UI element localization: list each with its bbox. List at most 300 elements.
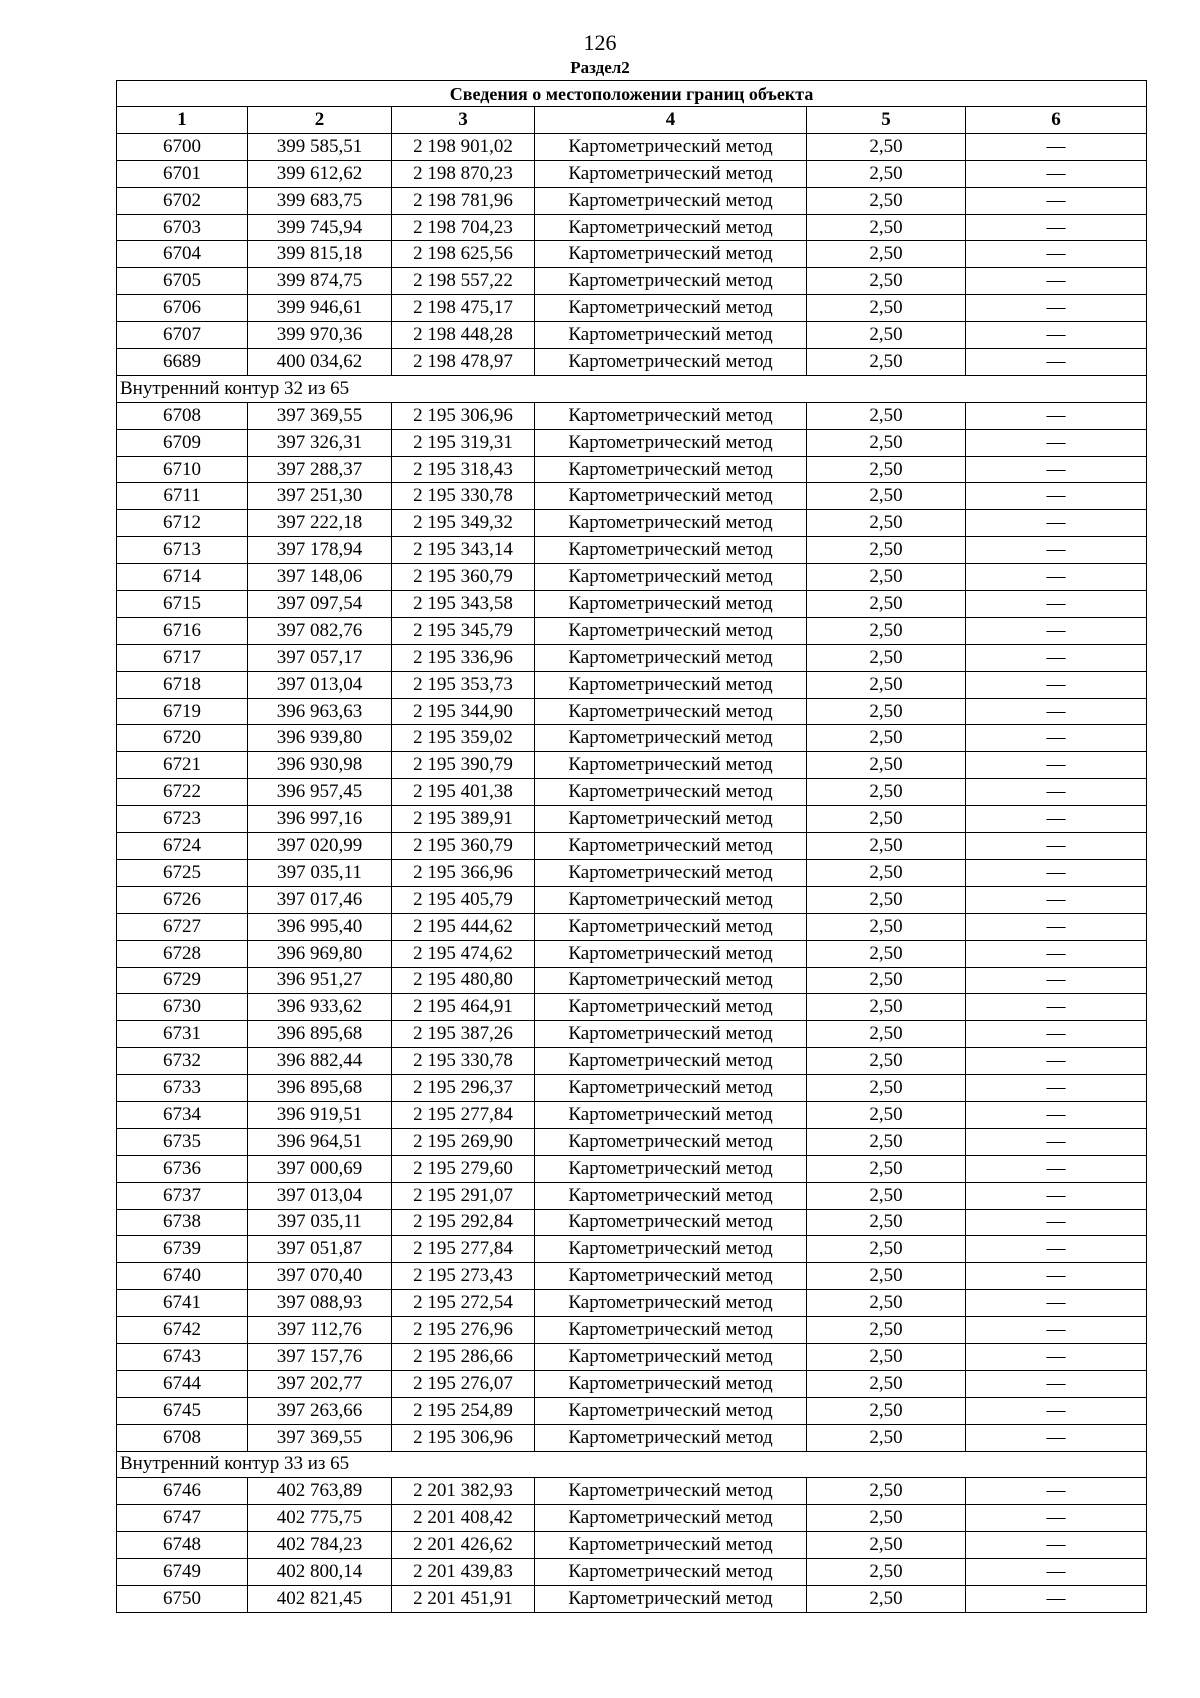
x-coordinate-cell: 397 013,04 bbox=[248, 671, 392, 698]
accuracy-cell: 2,50 bbox=[807, 1505, 966, 1532]
column-numbers-row bbox=[117, 107, 1147, 134]
point-number-cell: 6710 bbox=[117, 456, 248, 483]
column-number: 6 bbox=[966, 107, 1147, 134]
y-coordinate-cell: 2 198 901,02 bbox=[392, 133, 535, 160]
accuracy-cell: 2,50 bbox=[807, 1478, 966, 1505]
x-coordinate-cell: 396 969,80 bbox=[248, 940, 392, 967]
accuracy-cell: 2,50 bbox=[807, 537, 966, 564]
method-cell: Картометрический метод bbox=[535, 833, 807, 860]
table-row bbox=[117, 698, 1147, 725]
table-row bbox=[117, 1585, 1147, 1612]
accuracy-cell: 2,50 bbox=[807, 1048, 966, 1075]
point-number-cell: 6689 bbox=[117, 349, 248, 376]
y-coordinate-cell: 2 195 387,26 bbox=[392, 1021, 535, 1048]
note-cell: — bbox=[966, 913, 1147, 940]
x-coordinate-cell: 397 082,76 bbox=[248, 617, 392, 644]
point-number-cell: 6721 bbox=[117, 752, 248, 779]
method-cell: Картометрический метод bbox=[535, 752, 807, 779]
table-row bbox=[117, 1021, 1147, 1048]
point-number-cell: 6739 bbox=[117, 1236, 248, 1263]
note-cell: — bbox=[966, 1478, 1147, 1505]
method-cell: Картометрический метод bbox=[535, 1397, 807, 1424]
table-row bbox=[117, 133, 1147, 160]
note-cell: — bbox=[966, 1182, 1147, 1209]
point-number-cell: 6700 bbox=[117, 133, 248, 160]
y-coordinate-cell: 2 195 344,90 bbox=[392, 698, 535, 725]
method-cell: Картометрический метод bbox=[535, 1155, 807, 1182]
note-cell: — bbox=[966, 349, 1147, 376]
x-coordinate-cell: 397 222,18 bbox=[248, 510, 392, 537]
table-row bbox=[117, 1505, 1147, 1532]
table-row bbox=[117, 187, 1147, 214]
y-coordinate-cell: 2 195 349,32 bbox=[392, 510, 535, 537]
method-cell: Картометрический метод bbox=[535, 402, 807, 429]
x-coordinate-cell: 402 775,75 bbox=[248, 1505, 392, 1532]
method-cell: Картометрический метод bbox=[535, 913, 807, 940]
x-coordinate-cell: 402 821,45 bbox=[248, 1585, 392, 1612]
accuracy-cell: 2,50 bbox=[807, 510, 966, 537]
y-coordinate-cell: 2 195 353,73 bbox=[392, 671, 535, 698]
y-coordinate-cell: 2 195 279,60 bbox=[392, 1155, 535, 1182]
accuracy-cell: 2,50 bbox=[807, 1209, 966, 1236]
y-coordinate-cell: 2 195 277,84 bbox=[392, 1236, 535, 1263]
table-row bbox=[117, 1209, 1147, 1236]
note-cell: — bbox=[966, 994, 1147, 1021]
x-coordinate-cell: 400 034,62 bbox=[248, 349, 392, 376]
point-number-cell: 6716 bbox=[117, 617, 248, 644]
note-cell: — bbox=[966, 1236, 1147, 1263]
method-cell: Картометрический метод bbox=[535, 1505, 807, 1532]
accuracy-cell: 2,50 bbox=[807, 1532, 966, 1559]
point-number-cell: 6733 bbox=[117, 1075, 248, 1102]
x-coordinate-cell: 399 970,36 bbox=[248, 322, 392, 349]
point-number-cell: 6712 bbox=[117, 510, 248, 537]
point-number-cell: 6722 bbox=[117, 779, 248, 806]
method-cell: Картометрический метод bbox=[535, 564, 807, 591]
method-cell: Картометрический метод bbox=[535, 1559, 807, 1586]
accuracy-cell: 2,50 bbox=[807, 779, 966, 806]
x-coordinate-cell: 396 895,68 bbox=[248, 1021, 392, 1048]
accuracy-cell: 2,50 bbox=[807, 483, 966, 510]
y-coordinate-cell: 2 198 557,22 bbox=[392, 268, 535, 295]
note-cell: — bbox=[966, 402, 1147, 429]
method-cell: Картометрический метод bbox=[535, 214, 807, 241]
method-cell: Картометрический метод bbox=[535, 1075, 807, 1102]
table-row bbox=[117, 268, 1147, 295]
accuracy-cell: 2,50 bbox=[807, 913, 966, 940]
point-number-cell: 6727 bbox=[117, 913, 248, 940]
table-row bbox=[117, 806, 1147, 833]
note-cell: — bbox=[966, 564, 1147, 591]
note-cell: — bbox=[966, 510, 1147, 537]
note-cell: — bbox=[966, 1101, 1147, 1128]
note-cell: — bbox=[966, 859, 1147, 886]
method-cell: Картометрический метод bbox=[535, 1048, 807, 1075]
point-number-cell: 6746 bbox=[117, 1478, 248, 1505]
method-cell: Картометрический метод bbox=[535, 349, 807, 376]
accuracy-cell: 2,50 bbox=[807, 617, 966, 644]
x-coordinate-cell: 402 784,23 bbox=[248, 1532, 392, 1559]
x-coordinate-cell: 397 178,94 bbox=[248, 537, 392, 564]
accuracy-cell: 2,50 bbox=[807, 833, 966, 860]
point-number-cell: 6724 bbox=[117, 833, 248, 860]
y-coordinate-cell: 2 195 292,84 bbox=[392, 1209, 535, 1236]
x-coordinate-cell: 402 800,14 bbox=[248, 1559, 392, 1586]
x-coordinate-cell: 397 035,11 bbox=[248, 859, 392, 886]
table-row bbox=[117, 429, 1147, 456]
accuracy-cell: 2,50 bbox=[807, 214, 966, 241]
note-cell: — bbox=[966, 644, 1147, 671]
table-row bbox=[117, 671, 1147, 698]
method-cell: Картометрический метод bbox=[535, 160, 807, 187]
x-coordinate-cell: 396 997,16 bbox=[248, 806, 392, 833]
table-row bbox=[117, 725, 1147, 752]
column-number: 4 bbox=[535, 107, 807, 134]
x-coordinate-cell: 399 683,75 bbox=[248, 187, 392, 214]
accuracy-cell: 2,50 bbox=[807, 1585, 966, 1612]
x-coordinate-cell: 396 930,98 bbox=[248, 752, 392, 779]
y-coordinate-cell: 2 201 382,93 bbox=[392, 1478, 535, 1505]
page-number: 126 bbox=[583, 30, 617, 55]
table-row bbox=[117, 1101, 1147, 1128]
point-number-cell: 6725 bbox=[117, 859, 248, 886]
x-coordinate-cell: 397 057,17 bbox=[248, 644, 392, 671]
y-coordinate-cell: 2 195 360,79 bbox=[392, 833, 535, 860]
x-coordinate-cell: 397 035,11 bbox=[248, 1209, 392, 1236]
point-number-cell: 6703 bbox=[117, 214, 248, 241]
method-cell: Картометрический метод bbox=[535, 537, 807, 564]
table-row bbox=[117, 1155, 1147, 1182]
method-cell: Картометрический метод bbox=[535, 644, 807, 671]
note-cell: — bbox=[966, 1155, 1147, 1182]
table-row bbox=[117, 859, 1147, 886]
x-coordinate-cell: 399 612,62 bbox=[248, 160, 392, 187]
accuracy-cell: 2,50 bbox=[807, 994, 966, 1021]
point-number-cell: 6701 bbox=[117, 160, 248, 187]
table-row bbox=[117, 617, 1147, 644]
table-row bbox=[117, 241, 1147, 268]
note-cell: — bbox=[966, 698, 1147, 725]
method-cell: Картометрический метод bbox=[535, 671, 807, 698]
boundary-coordinates-table bbox=[116, 80, 1147, 1613]
x-coordinate-cell: 397 251,30 bbox=[248, 483, 392, 510]
y-coordinate-cell: 2 198 870,23 bbox=[392, 160, 535, 187]
table-row bbox=[117, 1182, 1147, 1209]
x-coordinate-cell: 397 000,69 bbox=[248, 1155, 392, 1182]
column-number: 5 bbox=[807, 107, 966, 134]
point-number-cell: 6735 bbox=[117, 1128, 248, 1155]
accuracy-cell: 2,50 bbox=[807, 1101, 966, 1128]
accuracy-cell: 2,50 bbox=[807, 322, 966, 349]
accuracy-cell: 2,50 bbox=[807, 859, 966, 886]
x-coordinate-cell: 397 326,31 bbox=[248, 429, 392, 456]
y-coordinate-cell: 2 195 366,96 bbox=[392, 859, 535, 886]
point-number-cell: 6742 bbox=[117, 1317, 248, 1344]
note-cell: — bbox=[966, 752, 1147, 779]
note-cell: — bbox=[966, 967, 1147, 994]
point-number-cell: 6740 bbox=[117, 1263, 248, 1290]
method-cell: Картометрический метод bbox=[535, 1532, 807, 1559]
method-cell: Картометрический метод bbox=[535, 1478, 807, 1505]
note-cell: — bbox=[966, 1021, 1147, 1048]
point-number-cell: 6723 bbox=[117, 806, 248, 833]
x-coordinate-cell: 399 946,61 bbox=[248, 295, 392, 322]
method-cell: Картометрический метод bbox=[535, 725, 807, 752]
y-coordinate-cell: 2 198 625,56 bbox=[392, 241, 535, 268]
table-caption-row bbox=[117, 81, 1147, 107]
point-number-cell: 6719 bbox=[117, 698, 248, 725]
method-cell: Картометрический метод bbox=[535, 1021, 807, 1048]
note-cell: — bbox=[966, 617, 1147, 644]
y-coordinate-cell: 2 195 336,96 bbox=[392, 644, 535, 671]
x-coordinate-cell: 397 088,93 bbox=[248, 1290, 392, 1317]
method-cell: Картометрический метод bbox=[535, 591, 807, 618]
y-coordinate-cell: 2 195 360,79 bbox=[392, 564, 535, 591]
x-coordinate-cell: 396 882,44 bbox=[248, 1048, 392, 1075]
point-number-cell: 6737 bbox=[117, 1182, 248, 1209]
note-cell: — bbox=[966, 1424, 1147, 1451]
method-cell: Картометрический метод bbox=[535, 1263, 807, 1290]
point-number-cell: 6711 bbox=[117, 483, 248, 510]
note-cell: — bbox=[966, 1532, 1147, 1559]
accuracy-cell: 2,50 bbox=[807, 429, 966, 456]
contour-label: Внутренний контур 32 из 65 bbox=[117, 375, 1147, 402]
table-row bbox=[117, 402, 1147, 429]
point-number-cell: 6732 bbox=[117, 1048, 248, 1075]
point-number-cell: 6734 bbox=[117, 1101, 248, 1128]
table-row bbox=[117, 295, 1147, 322]
point-number-cell: 6704 bbox=[117, 241, 248, 268]
accuracy-cell: 2,50 bbox=[807, 402, 966, 429]
x-coordinate-cell: 397 263,66 bbox=[248, 1397, 392, 1424]
table-row bbox=[117, 349, 1147, 376]
method-cell: Картометрический метод bbox=[535, 510, 807, 537]
y-coordinate-cell: 2 195 444,62 bbox=[392, 913, 535, 940]
point-number-cell: 6749 bbox=[117, 1559, 248, 1586]
note-cell: — bbox=[966, 537, 1147, 564]
x-coordinate-cell: 397 097,54 bbox=[248, 591, 392, 618]
table-caption: Сведения о местоположении границ объекта bbox=[117, 81, 1147, 107]
point-number-cell: 6726 bbox=[117, 886, 248, 913]
point-number-cell: 6706 bbox=[117, 295, 248, 322]
table-body bbox=[117, 133, 1147, 1612]
accuracy-cell: 2,50 bbox=[807, 1424, 966, 1451]
y-coordinate-cell: 2 195 464,91 bbox=[392, 994, 535, 1021]
table-row bbox=[117, 1559, 1147, 1586]
accuracy-cell: 2,50 bbox=[807, 806, 966, 833]
method-cell: Картометрический метод bbox=[535, 1209, 807, 1236]
table-row bbox=[117, 537, 1147, 564]
table-row bbox=[117, 1424, 1147, 1451]
table-row bbox=[117, 322, 1147, 349]
x-coordinate-cell: 397 017,46 bbox=[248, 886, 392, 913]
y-coordinate-cell: 2 198 478,97 bbox=[392, 349, 535, 376]
x-coordinate-cell: 396 964,51 bbox=[248, 1128, 392, 1155]
table-row bbox=[117, 940, 1147, 967]
point-number-cell: 6708 bbox=[117, 402, 248, 429]
x-coordinate-cell: 396 933,62 bbox=[248, 994, 392, 1021]
table-row bbox=[117, 591, 1147, 618]
accuracy-cell: 2,50 bbox=[807, 1155, 966, 1182]
note-cell: — bbox=[966, 1370, 1147, 1397]
method-cell: Картометрический метод bbox=[535, 268, 807, 295]
accuracy-cell: 2,50 bbox=[807, 1236, 966, 1263]
x-coordinate-cell: 396 995,40 bbox=[248, 913, 392, 940]
accuracy-cell: 2,50 bbox=[807, 160, 966, 187]
x-coordinate-cell: 397 288,37 bbox=[248, 456, 392, 483]
accuracy-cell: 2,50 bbox=[807, 456, 966, 483]
note-cell: — bbox=[966, 483, 1147, 510]
point-number-cell: 6750 bbox=[117, 1585, 248, 1612]
accuracy-cell: 2,50 bbox=[807, 940, 966, 967]
accuracy-cell: 2,50 bbox=[807, 268, 966, 295]
table-row bbox=[117, 456, 1147, 483]
note-cell: — bbox=[966, 591, 1147, 618]
x-coordinate-cell: 397 013,04 bbox=[248, 1182, 392, 1209]
method-cell: Картометрический метод bbox=[535, 1182, 807, 1209]
point-number-cell: 6741 bbox=[117, 1290, 248, 1317]
x-coordinate-cell: 397 148,06 bbox=[248, 564, 392, 591]
accuracy-cell: 2,50 bbox=[807, 1182, 966, 1209]
table-row bbox=[117, 886, 1147, 913]
point-number-cell: 6729 bbox=[117, 967, 248, 994]
y-coordinate-cell: 2 195 474,62 bbox=[392, 940, 535, 967]
section-title: Раздел2 bbox=[570, 58, 630, 77]
accuracy-cell: 2,50 bbox=[807, 671, 966, 698]
y-coordinate-cell: 2 195 269,90 bbox=[392, 1128, 535, 1155]
point-number-cell: 6728 bbox=[117, 940, 248, 967]
note-cell: — bbox=[966, 456, 1147, 483]
note-cell: — bbox=[966, 806, 1147, 833]
y-coordinate-cell: 2 201 426,62 bbox=[392, 1532, 535, 1559]
table-row bbox=[117, 160, 1147, 187]
y-coordinate-cell: 2 195 273,43 bbox=[392, 1263, 535, 1290]
note-cell: — bbox=[966, 833, 1147, 860]
y-coordinate-cell: 2 195 306,96 bbox=[392, 402, 535, 429]
y-coordinate-cell: 2 195 276,96 bbox=[392, 1317, 535, 1344]
table-row bbox=[117, 564, 1147, 591]
method-cell: Картометрический метод bbox=[535, 1424, 807, 1451]
x-coordinate-cell: 399 815,18 bbox=[248, 241, 392, 268]
x-coordinate-cell: 397 157,76 bbox=[248, 1343, 392, 1370]
table-row bbox=[117, 752, 1147, 779]
note-cell: — bbox=[966, 241, 1147, 268]
table-row bbox=[117, 644, 1147, 671]
method-cell: Картометрический метод bbox=[535, 994, 807, 1021]
y-coordinate-cell: 2 195 306,96 bbox=[392, 1424, 535, 1451]
note-cell: — bbox=[966, 187, 1147, 214]
table-row bbox=[117, 994, 1147, 1021]
point-number-cell: 6709 bbox=[117, 429, 248, 456]
column-number: 2 bbox=[248, 107, 392, 134]
y-coordinate-cell: 2 195 330,78 bbox=[392, 483, 535, 510]
note-cell: — bbox=[966, 779, 1147, 806]
accuracy-cell: 2,50 bbox=[807, 1128, 966, 1155]
method-cell: Картометрический метод bbox=[535, 779, 807, 806]
table-row bbox=[117, 1048, 1147, 1075]
method-cell: Картометрический метод bbox=[535, 295, 807, 322]
accuracy-cell: 2,50 bbox=[807, 1075, 966, 1102]
x-coordinate-cell: 397 020,99 bbox=[248, 833, 392, 860]
note-cell: — bbox=[966, 429, 1147, 456]
accuracy-cell: 2,50 bbox=[807, 349, 966, 376]
point-number-cell: 6730 bbox=[117, 994, 248, 1021]
y-coordinate-cell: 2 195 286,66 bbox=[392, 1343, 535, 1370]
note-cell: — bbox=[966, 940, 1147, 967]
x-coordinate-cell: 399 585,51 bbox=[248, 133, 392, 160]
accuracy-cell: 2,50 bbox=[807, 886, 966, 913]
note-cell: — bbox=[966, 1585, 1147, 1612]
x-coordinate-cell: 396 939,80 bbox=[248, 725, 392, 752]
accuracy-cell: 2,50 bbox=[807, 1021, 966, 1048]
method-cell: Картометрический метод bbox=[535, 456, 807, 483]
column-number: 1 bbox=[117, 107, 248, 134]
method-cell: Картометрический метод bbox=[535, 1370, 807, 1397]
y-coordinate-cell: 2 195 345,79 bbox=[392, 617, 535, 644]
point-number-cell: 6717 bbox=[117, 644, 248, 671]
method-cell: Картометрический метод bbox=[535, 886, 807, 913]
note-cell: — bbox=[966, 1559, 1147, 1586]
accuracy-cell: 2,50 bbox=[807, 1317, 966, 1344]
point-number-cell: 6748 bbox=[117, 1532, 248, 1559]
x-coordinate-cell: 399 874,75 bbox=[248, 268, 392, 295]
x-coordinate-cell: 396 919,51 bbox=[248, 1101, 392, 1128]
method-cell: Картометрический метод bbox=[535, 241, 807, 268]
y-coordinate-cell: 2 195 276,07 bbox=[392, 1370, 535, 1397]
point-number-cell: 6744 bbox=[117, 1370, 248, 1397]
note-cell: — bbox=[966, 295, 1147, 322]
x-coordinate-cell: 399 745,94 bbox=[248, 214, 392, 241]
y-coordinate-cell: 2 195 401,38 bbox=[392, 779, 535, 806]
y-coordinate-cell: 2 195 272,54 bbox=[392, 1290, 535, 1317]
table-row bbox=[117, 833, 1147, 860]
table-row bbox=[117, 1478, 1147, 1505]
note-cell: — bbox=[966, 1505, 1147, 1532]
note-cell: — bbox=[966, 1343, 1147, 1370]
accuracy-cell: 2,50 bbox=[807, 1343, 966, 1370]
column-number: 3 bbox=[392, 107, 535, 134]
y-coordinate-cell: 2 195 296,37 bbox=[392, 1075, 535, 1102]
note-cell: — bbox=[966, 1209, 1147, 1236]
y-coordinate-cell: 2 198 781,96 bbox=[392, 187, 535, 214]
accuracy-cell: 2,50 bbox=[807, 1397, 966, 1424]
x-coordinate-cell: 397 202,77 bbox=[248, 1370, 392, 1397]
y-coordinate-cell: 2 201 408,42 bbox=[392, 1505, 535, 1532]
method-cell: Картометрический метод bbox=[535, 1236, 807, 1263]
method-cell: Картометрический метод bbox=[535, 806, 807, 833]
y-coordinate-cell: 2 195 291,07 bbox=[392, 1182, 535, 1209]
method-cell: Картометрический метод bbox=[535, 617, 807, 644]
table-row bbox=[117, 1075, 1147, 1102]
accuracy-cell: 2,50 bbox=[807, 1290, 966, 1317]
x-coordinate-cell: 397 369,55 bbox=[248, 1424, 392, 1451]
table-row bbox=[117, 779, 1147, 806]
note-cell: — bbox=[966, 1075, 1147, 1102]
y-coordinate-cell: 2 195 319,31 bbox=[392, 429, 535, 456]
accuracy-cell: 2,50 bbox=[807, 644, 966, 671]
x-coordinate-cell: 396 963,63 bbox=[248, 698, 392, 725]
note-cell: — bbox=[966, 322, 1147, 349]
x-coordinate-cell: 397 369,55 bbox=[248, 402, 392, 429]
accuracy-cell: 2,50 bbox=[807, 698, 966, 725]
accuracy-cell: 2,50 bbox=[807, 564, 966, 591]
y-coordinate-cell: 2 195 480,80 bbox=[392, 967, 535, 994]
table-row bbox=[117, 483, 1147, 510]
table-row bbox=[117, 1128, 1147, 1155]
point-number-cell: 6745 bbox=[117, 1397, 248, 1424]
note-cell: — bbox=[966, 671, 1147, 698]
point-number-cell: 6713 bbox=[117, 537, 248, 564]
